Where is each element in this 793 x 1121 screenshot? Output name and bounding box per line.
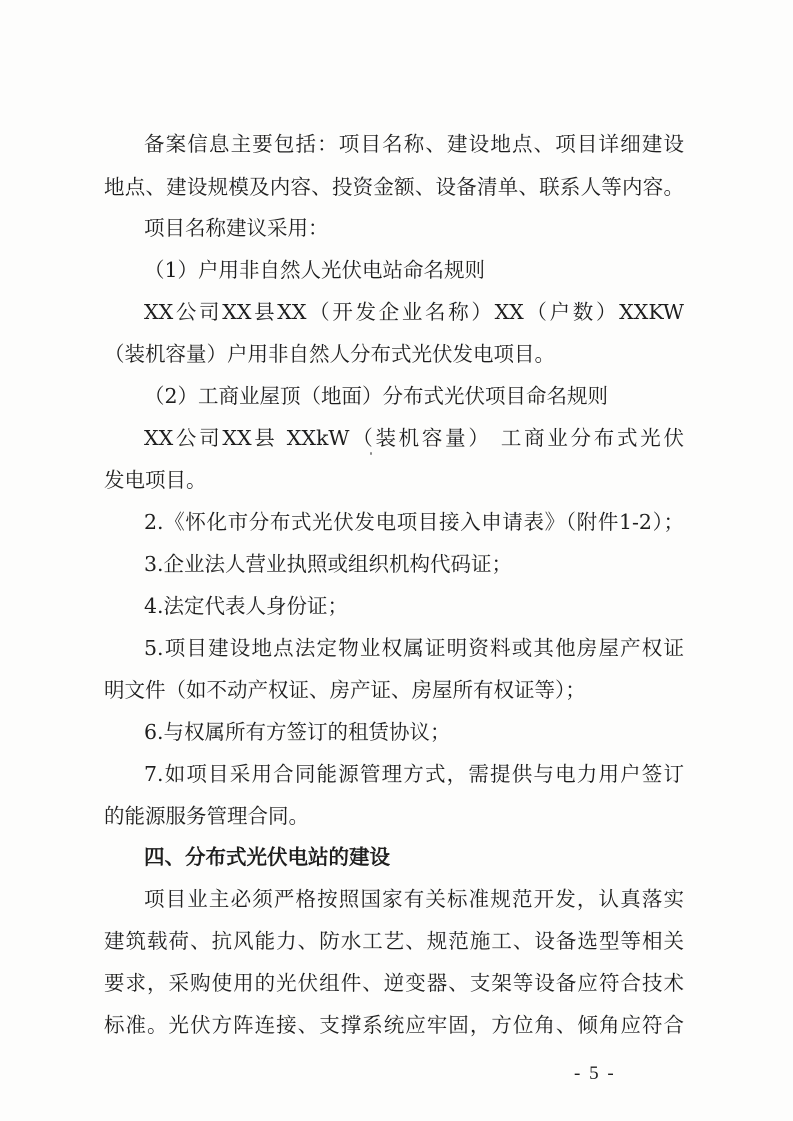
text-line-12: 4.法定代表人身份证； bbox=[144, 594, 349, 618]
text-line-9: 发电项目。 bbox=[104, 468, 207, 492]
text-line-19: 项目业主必须严格按照国家有关标准规范开发，认真落实 bbox=[144, 887, 684, 911]
text-line-2: 地点、建设规模及内容、投资金额、设备清单、联系人等内容。 bbox=[104, 175, 684, 199]
text-line-15: 6.与权属所有方签订的租赁协议； bbox=[144, 720, 451, 744]
text-line-5: XX公司XX县XX（开发企业名称）XX（户数）XXKW bbox=[144, 300, 684, 324]
scan-speck bbox=[370, 452, 372, 455]
text-line-7: （2）工商业屋顶（地面）分布式光伏项目命名规则 bbox=[144, 384, 609, 408]
text-line-1: 备案信息主要包括：项目名称、建设地点、项目详细建设 bbox=[144, 132, 684, 156]
text-line-11: 3.企业法人营业执照或组织机构代码证； bbox=[144, 552, 513, 576]
text-line-16: 7.如项目采用合同能源管理方式，需提供与电力用户签订 bbox=[144, 762, 684, 786]
page-number: - 5 - bbox=[574, 1063, 616, 1084]
section-heading: 四、分布式光伏电站的建设 bbox=[144, 845, 390, 869]
text-line-10: 2.《怀化市分布式光伏发电项目接入申请表》（附件1-2）； bbox=[144, 510, 684, 534]
text-line-14: 明文件（如不动产权证、房产证、房屋所有权证等）； bbox=[104, 678, 586, 702]
text-line-17: 的能源服务管理合同。 bbox=[104, 804, 309, 828]
text-line-8: XX公司XX县 XXkW（装机容量） 工商业分布式光伏 bbox=[144, 426, 684, 450]
text-line-4: （1）户用非自然人光伏电站命名规则 bbox=[144, 258, 486, 282]
text-line-13: 5.项目建设地点法定物业权属证明资料或其他房屋产权证 bbox=[144, 636, 684, 660]
text-line-22: 标准。光伏方阵连接、支撑系统应牢固，方位角、倾角应符合 bbox=[104, 1013, 684, 1037]
text-line-20: 建筑载荷、抗风能力、防水工艺、规范施工、设备选型等相关 bbox=[104, 929, 684, 953]
text-line-3: 项目名称建议采用： bbox=[144, 216, 329, 240]
text-line-6: （装机容量）户用非自然人分布式光伏发电项目。 bbox=[104, 342, 555, 366]
text-line-21: 要求，采购使用的光伏组件、逆变器、支架等设备应符合技术 bbox=[104, 971, 684, 995]
